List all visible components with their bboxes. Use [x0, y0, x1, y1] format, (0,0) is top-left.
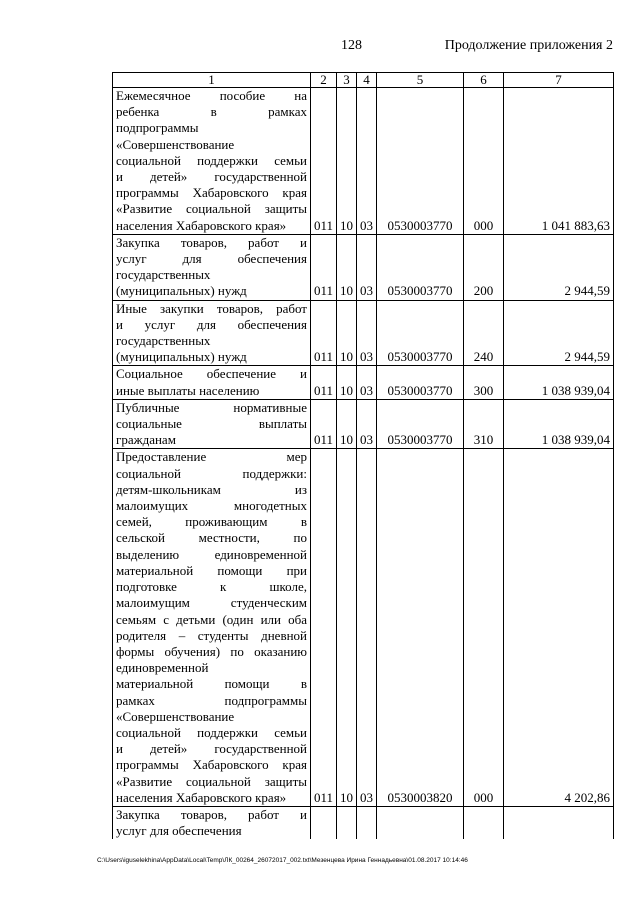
file-path-footer: C:\Users\iguselekhina\AppData\Local\Temp\ЛК_00264_26072017_002.txt\Мезенцева Ирина Геннадьевна\01.08.2017 10:14:46	[97, 857, 468, 864]
table-row	[113, 806, 614, 839]
row-name	[113, 366, 311, 399]
row-name-line: социальной поддержки:	[116, 465, 307, 481]
row-name-line: и детей» государственной	[116, 741, 307, 757]
section-code	[337, 806, 357, 839]
column-header-row	[113, 73, 614, 88]
row-name-line: материальной помощи в	[116, 676, 307, 692]
ministry-code: 011	[311, 399, 337, 449]
row-name-line: «Совершенствование	[116, 708, 235, 724]
row-name-line: и детей» государственной	[116, 169, 307, 185]
row-name-line: услуг для обеспечения	[116, 823, 242, 839]
row-name-line: гражданам	[116, 432, 176, 448]
ministry-code: 011	[311, 88, 337, 235]
ministry-code: 011	[311, 366, 337, 399]
amount: 1 038 939,04	[504, 399, 614, 449]
target-code: 0530003770	[377, 366, 464, 399]
row-name-line: подпрограммы	[116, 120, 199, 136]
subsection-code: 03	[357, 399, 377, 449]
column-header: 5	[377, 73, 464, 88]
row-name	[113, 806, 311, 839]
amount: 4 202,86	[504, 449, 614, 806]
continuation-title: Продолжение приложения 2	[444, 38, 613, 53]
column-header: 6	[464, 73, 504, 88]
row-name-line: малоимущих многодетных	[116, 498, 307, 514]
row-name	[113, 399, 311, 449]
row-name-line: Ежемесячное пособие на	[116, 88, 307, 103]
row-name-line: «Развитие социальной защиты	[116, 773, 307, 789]
ministry-code: 011	[311, 449, 337, 806]
amount: 2 944,59	[504, 300, 614, 366]
section-code: 10	[337, 234, 357, 300]
row-name	[113, 88, 311, 235]
target-code	[377, 806, 464, 839]
table-row	[113, 399, 614, 449]
subsection-code: 03	[357, 366, 377, 399]
row-name-line: Закупка товаров, работ и	[116, 234, 307, 250]
row-name-line: (муниципальных) нужд	[116, 349, 247, 365]
row-name-line: Закупка товаров, работ и	[116, 806, 307, 822]
subsection-code: 03	[357, 449, 377, 806]
table-row	[113, 234, 614, 300]
column-header: 4	[357, 73, 377, 88]
row-name-line: материальной помощи при	[116, 562, 307, 578]
subsection-code	[357, 806, 377, 839]
column-header: 1	[113, 73, 311, 88]
subsection-code: 03	[357, 88, 377, 235]
ministry-code: 011	[311, 234, 337, 300]
row-name-line: рамках подпрограммы	[116, 692, 307, 708]
row-name-line: родителя – студенты дневной	[116, 627, 307, 643]
row-name-line: сельской местности, по	[116, 530, 307, 546]
row-name-line: программы Хабаровского края	[116, 185, 307, 201]
row-name-line: Социальное обеспечение и	[116, 366, 307, 382]
row-name-line: государственных	[116, 267, 211, 283]
row-name-line: подготовке к школе,	[116, 579, 307, 595]
section-code: 10	[337, 449, 357, 806]
row-name-line: иные выплаты населению	[116, 382, 260, 398]
row-name-line: «Развитие социальной защиты	[116, 201, 307, 217]
row-name-line: «Совершенствование	[116, 136, 235, 152]
row-name-line: социальной поддержки семьи	[116, 724, 307, 740]
row-name-line: программы Хабаровского края	[116, 757, 307, 773]
expense-type-code: 200	[464, 234, 504, 300]
target-code: 0530003770	[377, 399, 464, 449]
expense-type-code: 000	[464, 88, 504, 235]
section-code: 10	[337, 366, 357, 399]
amount: 1 041 883,63	[504, 88, 614, 235]
row-name-line: государственных	[116, 333, 211, 349]
row-name-line: Иные закупки товаров, работ	[116, 300, 307, 316]
row-name-line: социальной поддержки семьи	[116, 152, 307, 168]
target-code: 0530003770	[377, 300, 464, 366]
expense-type-code: 300	[464, 366, 504, 399]
row-name-line: семьям с детьми (один или оба	[116, 611, 307, 627]
target-code: 0530003770	[377, 234, 464, 300]
row-name-line: ребенка в рамках	[116, 104, 307, 120]
expense-type-code: 240	[464, 300, 504, 366]
row-name-line: малоимущим студенческим	[116, 595, 307, 611]
table-row	[113, 300, 614, 366]
target-code: 0530003820	[377, 449, 464, 806]
row-name	[113, 300, 311, 366]
table-row	[113, 449, 614, 806]
budget-table	[112, 72, 614, 839]
row-name-line: семей, проживающим в	[116, 514, 307, 530]
row-name-line: Предоставление мер	[116, 449, 307, 465]
subsection-code: 03	[357, 234, 377, 300]
row-name-line: населения Хабаровского края»	[116, 789, 287, 805]
amount	[504, 806, 614, 839]
row-name-line: социальные выплаты	[116, 416, 307, 432]
target-code: 0530003770	[377, 88, 464, 235]
row-name-line: и услуг для обеспечения	[116, 316, 307, 332]
ministry-code: 011	[311, 300, 337, 366]
row-name-line: выделению единовременной	[116, 546, 307, 562]
row-name-line: формы обучения) по оказанию	[116, 643, 307, 659]
row-name-line: Публичные нормативные	[116, 399, 307, 415]
expense-type-code: 000	[464, 449, 504, 806]
row-name-line: единовременной	[116, 660, 209, 676]
row-name-line: населения Хабаровского края»	[116, 217, 287, 233]
row-name-line: услуг для обеспечения	[116, 251, 307, 267]
column-header: 7	[504, 73, 614, 88]
page-number: 128	[341, 38, 362, 53]
table-row	[113, 366, 614, 399]
table-row	[113, 88, 614, 235]
ministry-code	[311, 806, 337, 839]
row-name-line: (муниципальных) нужд	[116, 283, 247, 299]
expense-type-code: 310	[464, 399, 504, 449]
column-header: 2	[311, 73, 337, 88]
expense-type-code	[464, 806, 504, 839]
row-name	[113, 449, 311, 806]
amount: 1 038 939,04	[504, 366, 614, 399]
section-code: 10	[337, 300, 357, 366]
row-name	[113, 234, 311, 300]
section-code: 10	[337, 88, 357, 235]
row-name-line: детям-школьникам из	[116, 481, 307, 497]
column-header: 3	[337, 73, 357, 88]
amount: 2 944,59	[504, 234, 614, 300]
section-code: 10	[337, 399, 357, 449]
subsection-code: 03	[357, 300, 377, 366]
